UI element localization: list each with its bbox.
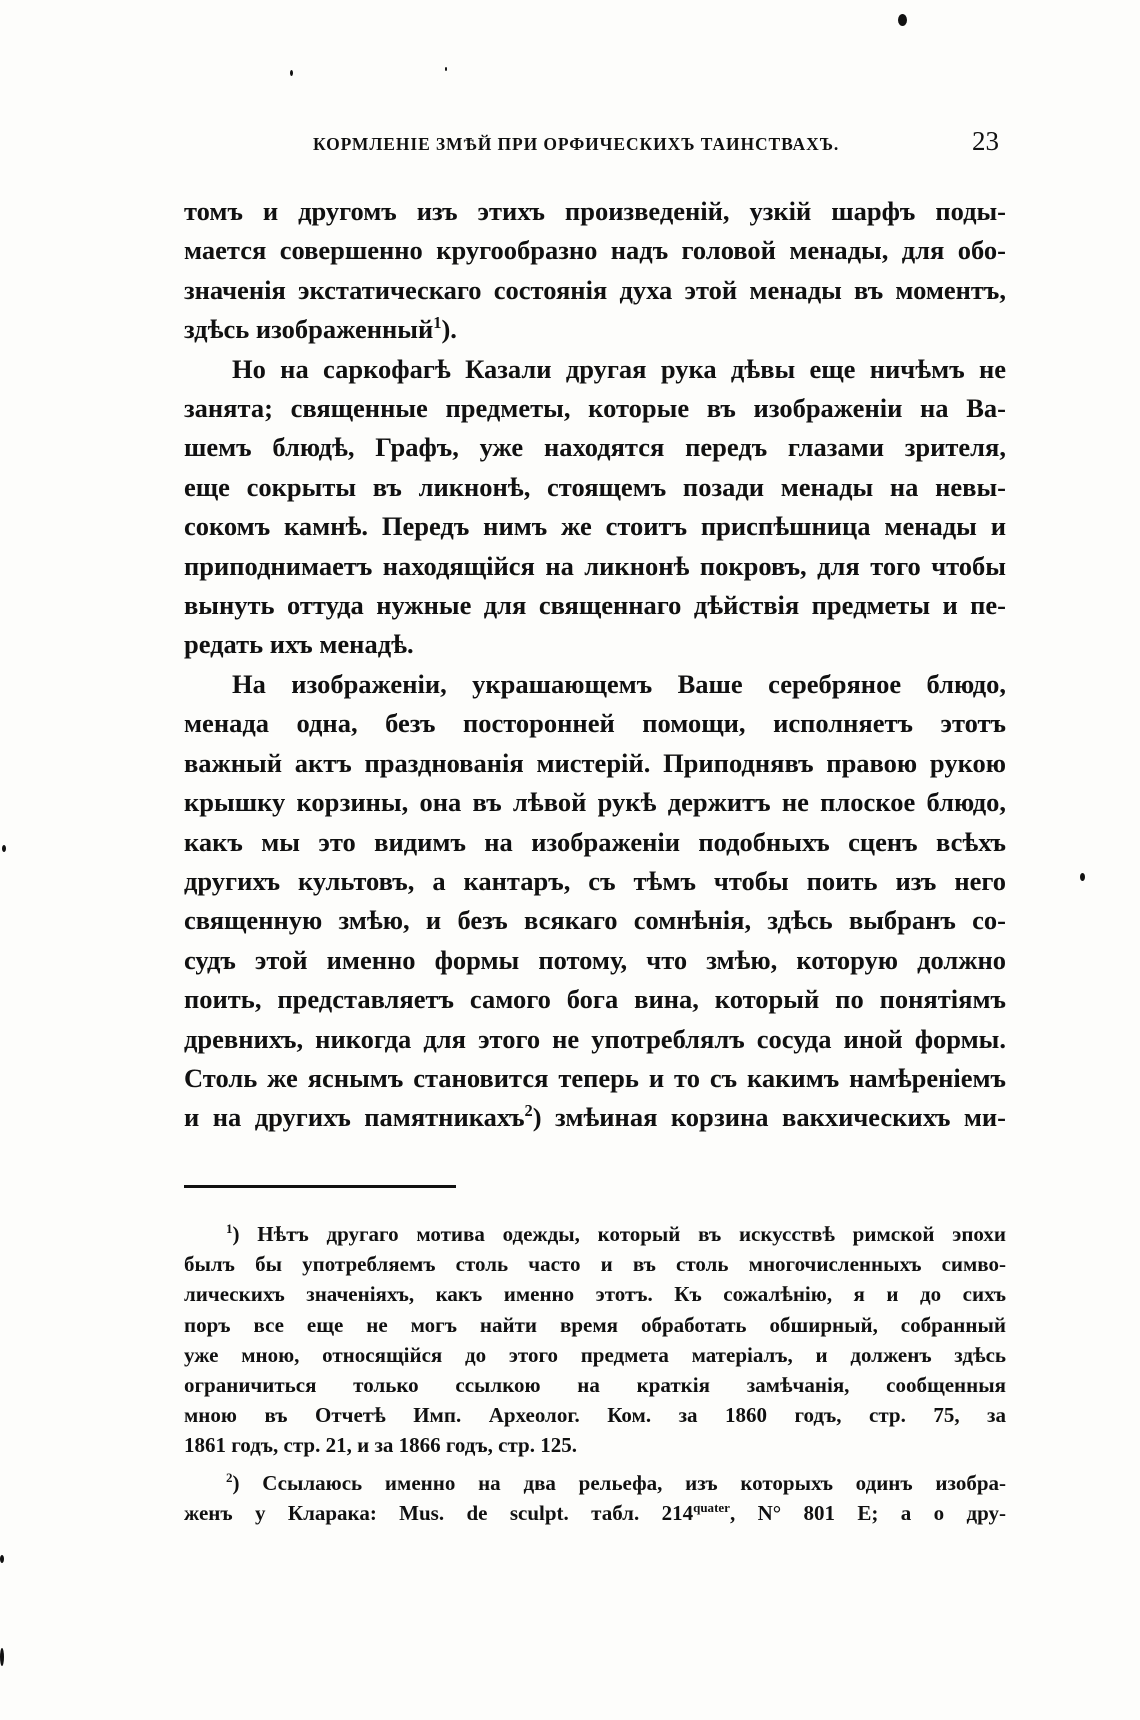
ink-speck — [2, 845, 6, 852]
text-fragment: и на другихъ памятникахъ — [184, 1102, 525, 1133]
text-line: занята; священные предметы, которые въ изображеніи на Ва- — [184, 393, 1006, 424]
text-line: шемъ блюдѣ, Графъ, уже находятся передъ глазами зрителя, — [184, 432, 1006, 463]
text-fragment: ) Нѣтъ другаго мотива одежды, который въ искусствѣ римской эпохи — [232, 1222, 1006, 1246]
footnote-line: поръ все еще не могъ найти время обработать обширный, собранный — [184, 1312, 1006, 1337]
footnotes — [184, 1219, 1006, 1528]
footnote-2 — [184, 1468, 1006, 1528]
text-fragment: здѣсь изображенный — [184, 314, 434, 345]
text-line: менада одна, безъ посторонней помощи, исполняетъ этотъ — [184, 708, 1006, 739]
page-number: 23 — [972, 126, 999, 156]
text-fragment: ) змѣиная корзина вакхическихъ ми- — [532, 1102, 1007, 1133]
text-fragment: ). — [441, 314, 457, 345]
text-line: мается совершенно кругообразно надъ головой менады, для обо- — [184, 235, 1006, 266]
ink-speck — [0, 1648, 4, 1666]
footnote-line — [184, 1498, 1006, 1528]
text-line: важный актъ празднованія мистерій. Приподнявъ правою рукою — [184, 747, 1006, 778]
text-line — [184, 310, 1006, 349]
text-line: священную змѣю, и безъ всякаго сомнѣнія, здѣсь выбранъ со- — [184, 905, 1006, 936]
text-fragment: , N° 801 E; а о дру- — [729, 1500, 1006, 1525]
text-line: крышку корзины, она въ лѣвой рукѣ держитъ не плоское блюдо, — [184, 787, 1006, 818]
footnote-1 — [184, 1219, 1006, 1461]
footnote-line: лическихъ значеніяхъ, какъ именно этотъ. Къ сожалѣнію, я и до сихъ — [184, 1282, 1006, 1307]
footnote-line: 1861 годъ, стр. 21, и за 1866 годъ, стр. 125. — [184, 1433, 577, 1458]
footnote-line — [184, 1468, 1006, 1498]
text-line: еще сокрыты въ ликнонѣ, стоящемъ позади менады на невы- — [184, 471, 1006, 502]
ink-speck — [1080, 873, 1085, 881]
text-line: сокомъ камнѣ. Передъ нимъ же стоитъ приспѣшница менады и — [184, 511, 1006, 542]
text-line: томъ и другомъ изъ этихъ произведеній, узкій шарфъ поды- — [184, 196, 1006, 226]
text-line — [184, 1098, 1006, 1137]
footnote-line — [184, 1219, 1006, 1249]
text-line: Но на саркофагѣ Казали другая рука дѣвы еще ничѣмъ не — [232, 353, 1006, 384]
text-fragment: ) Ссылаюсь именно на два рельефа, изъ которыхъ одинъ изобра- — [232, 1470, 1006, 1495]
text-line: какъ мы это видимъ на изображеніи подобныхъ сценъ всѣхъ — [184, 826, 1006, 857]
text-line: поить, представляетъ самого бога вина, который по понятіямъ — [184, 984, 1006, 1015]
footnote-mark: 1 — [226, 1221, 233, 1236]
footnote-line: мною въ Отчетѣ Имп. Археолог. Ком. за 1860 годъ, стр. 75, за — [184, 1403, 1006, 1428]
text-line: Столь же яснымъ становится теперь и то съ какимъ намѣреніемъ — [184, 1062, 1006, 1093]
ink-speck — [290, 70, 293, 76]
ink-speck — [445, 67, 447, 71]
footnote-divider — [184, 1185, 456, 1188]
paragraph-1 — [184, 192, 1006, 350]
main-text — [184, 192, 1006, 1138]
ink-speck — [898, 14, 907, 26]
footnote-ref-2: 2 — [524, 1101, 533, 1121]
text-line: судъ этой именно формы потому, что змѣю, которую должно — [184, 944, 1006, 975]
text-line: древнихъ, никогда для этого не употреблялъ сосуда иной формы. — [184, 1023, 1006, 1054]
text-line: редать ихъ менадѣ. — [184, 629, 414, 660]
footnote-line: былъ бы употребляемъ столь часто и въ столь многочисленныхъ симво- — [184, 1252, 1006, 1277]
paragraph-3 — [184, 665, 1006, 1138]
text-line: другихъ культовъ, а кантаръ, съ тѣмъ чтобы поить изъ него — [184, 865, 1006, 896]
text-fragment: женъ у Кларака: Mus. de sculpt. табл. 214 — [184, 1500, 694, 1525]
paragraph-2 — [184, 350, 1006, 665]
footnote-mark: 2 — [226, 1469, 233, 1485]
footnote-ref-1: 1 — [433, 313, 442, 333]
superscript-note: quater — [693, 1499, 730, 1515]
text-line: вынуть оттуда нужные для священнаго дѣйствія предметы и пе- — [184, 590, 1006, 621]
text-line: приподнимаетъ находящійся на ликнонѣ покровъ, для того чтобы — [184, 550, 1006, 581]
running-title: КОРМЛЕНІЕ ЗМѢЙ ПРИ ОРФИЧЕСКИХЪ ТАИНСТВАХЪ. — [313, 134, 840, 154]
page-header — [185, 126, 1005, 162]
ink-speck — [0, 1555, 4, 1563]
text-line: значенія экстатическаго состоянія духа этой менады въ моментъ, — [184, 274, 1006, 305]
footnote-line: уже мною, относящійся до этого предмета матеріалъ, и долженъ здѣсь — [184, 1342, 1006, 1367]
text-line: На изображеніи, украшающемъ Ваше серебряное блюдо, — [232, 668, 1006, 699]
footnote-line: ограничиться только ссылкою на краткія замѣчанія, сообщенныя — [184, 1373, 1006, 1398]
